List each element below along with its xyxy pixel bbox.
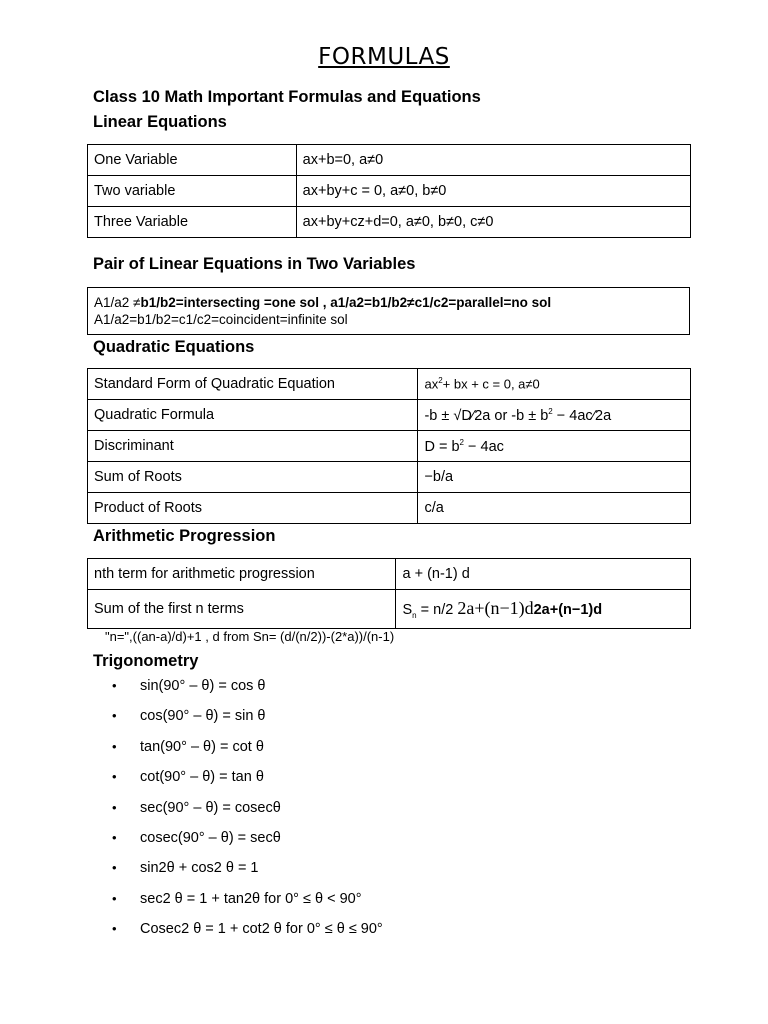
pair-line-2: A1/a2=b1/b2=c1/c2=coincident=infinite sol [94, 312, 348, 327]
formula-subscript: n [412, 610, 417, 620]
list-item: • sin(90° – θ) = cos θ [112, 672, 383, 702]
quadratic-formula: c/a [418, 493, 691, 524]
formula-math: 2a+(n−1)d [457, 598, 534, 619]
formula-part: + bx + c = 0, a≠0 [442, 376, 540, 392]
quadratic-table [87, 368, 691, 524]
quadratic-label: Sum of Roots [88, 462, 418, 493]
formula-superscript: 2 [548, 406, 553, 416]
quadratic-heading: Quadratic Equations [93, 338, 255, 356]
quadratic-label: Discriminant [88, 431, 418, 462]
quadratic-formula [418, 369, 691, 400]
linear-label: Three Variable [88, 207, 297, 238]
ap-sum-formula [396, 590, 691, 629]
linear-label: Two variable [88, 176, 297, 207]
table-row [88, 431, 691, 462]
linear-formula: ax+by+c = 0, a≠0, b≠0 [296, 176, 690, 207]
pair-heading: Pair of Linear Equations in Two Variables [93, 255, 416, 273]
list-item: • cot(90° – θ) = tan θ [112, 763, 383, 793]
list-item: • sec(90° – θ) = cosecθ [112, 794, 383, 824]
table-row [88, 400, 691, 431]
ap-note: "n=",((an-a)/d)+1 , d from Sn= (d/(n/2))-(2*a))/(n-1) [105, 629, 395, 644]
pair-line-1 [94, 294, 683, 311]
formula-part: ax [424, 376, 439, 392]
table-row [88, 176, 691, 207]
ap-formula: a + (n-1) d [396, 559, 691, 590]
formula-part: D = b [424, 438, 460, 455]
table-row [88, 369, 691, 400]
formula-part: − 4ac [463, 438, 504, 455]
main-heading: Class 10 Math Important Formulas and Equations [93, 88, 481, 106]
linear-table [87, 144, 691, 238]
ap-label: Sum of the first n terms [88, 590, 396, 629]
quadratic-label: Standard Form of Quadratic Equation [88, 369, 418, 400]
table-row [88, 145, 691, 176]
table-row [88, 493, 691, 524]
formula-superscript: 2 [438, 376, 443, 386]
formula-part: S [402, 602, 413, 619]
linear-formula: ax+b=0, a≠0 [296, 145, 690, 176]
quadratic-formula: −b/a [418, 462, 691, 493]
list-item: • cosec(90° – θ) = secθ [112, 824, 383, 854]
pair-line-1-bold: b1/b2=intersecting =one sol , a1/a2=b1/b2≠c1/c2=parallel=no sol [140, 295, 552, 310]
trig-heading: Trigonometry [93, 652, 199, 670]
trig-list [112, 672, 383, 946]
quadratic-formula [418, 431, 691, 462]
formula-superscript: 2 [459, 437, 464, 447]
page-title: FORMULAS [318, 44, 450, 70]
table-row [88, 590, 691, 629]
table-row [88, 207, 691, 238]
ap-table [87, 558, 691, 629]
pair-line-1-start: A1/a2 ≠ [94, 295, 141, 310]
list-item: • Cosec2 θ = 1 + cot2 θ for 0° ≤ θ ≤ 90° [112, 915, 383, 945]
quadratic-formula [418, 400, 691, 431]
list-item: • cos(90° – θ) = sin θ [112, 702, 383, 732]
list-item: • tan(90° – θ) = cot θ [112, 733, 383, 763]
formula-part: − 4ac⁄2a [552, 407, 612, 424]
table-row [88, 462, 691, 493]
formula-part: = n/2 [416, 602, 458, 619]
linear-label: One Variable [88, 145, 297, 176]
table-row [88, 559, 691, 590]
quadratic-label: Quadratic Formula [88, 400, 418, 431]
linear-heading: Linear Equations [93, 113, 227, 131]
list-item: • sin2θ + cos2 θ = 1 [112, 854, 383, 884]
quadratic-label: Product of Roots [88, 493, 418, 524]
ap-label: nth term for arithmetic progression [88, 559, 396, 590]
linear-formula: ax+by+cz+d=0, a≠0, b≠0, c≠0 [296, 207, 690, 238]
pair-box [87, 287, 690, 335]
list-item: • sec2 θ = 1 + tan2θ for 0° ≤ θ < 90° [112, 885, 383, 915]
formula-part: -b ± √D⁄2a or -b ± b [424, 407, 549, 424]
ap-heading: Arithmetic Progression [93, 527, 276, 545]
formula-bold: 2a+(n−1)d [533, 602, 603, 619]
